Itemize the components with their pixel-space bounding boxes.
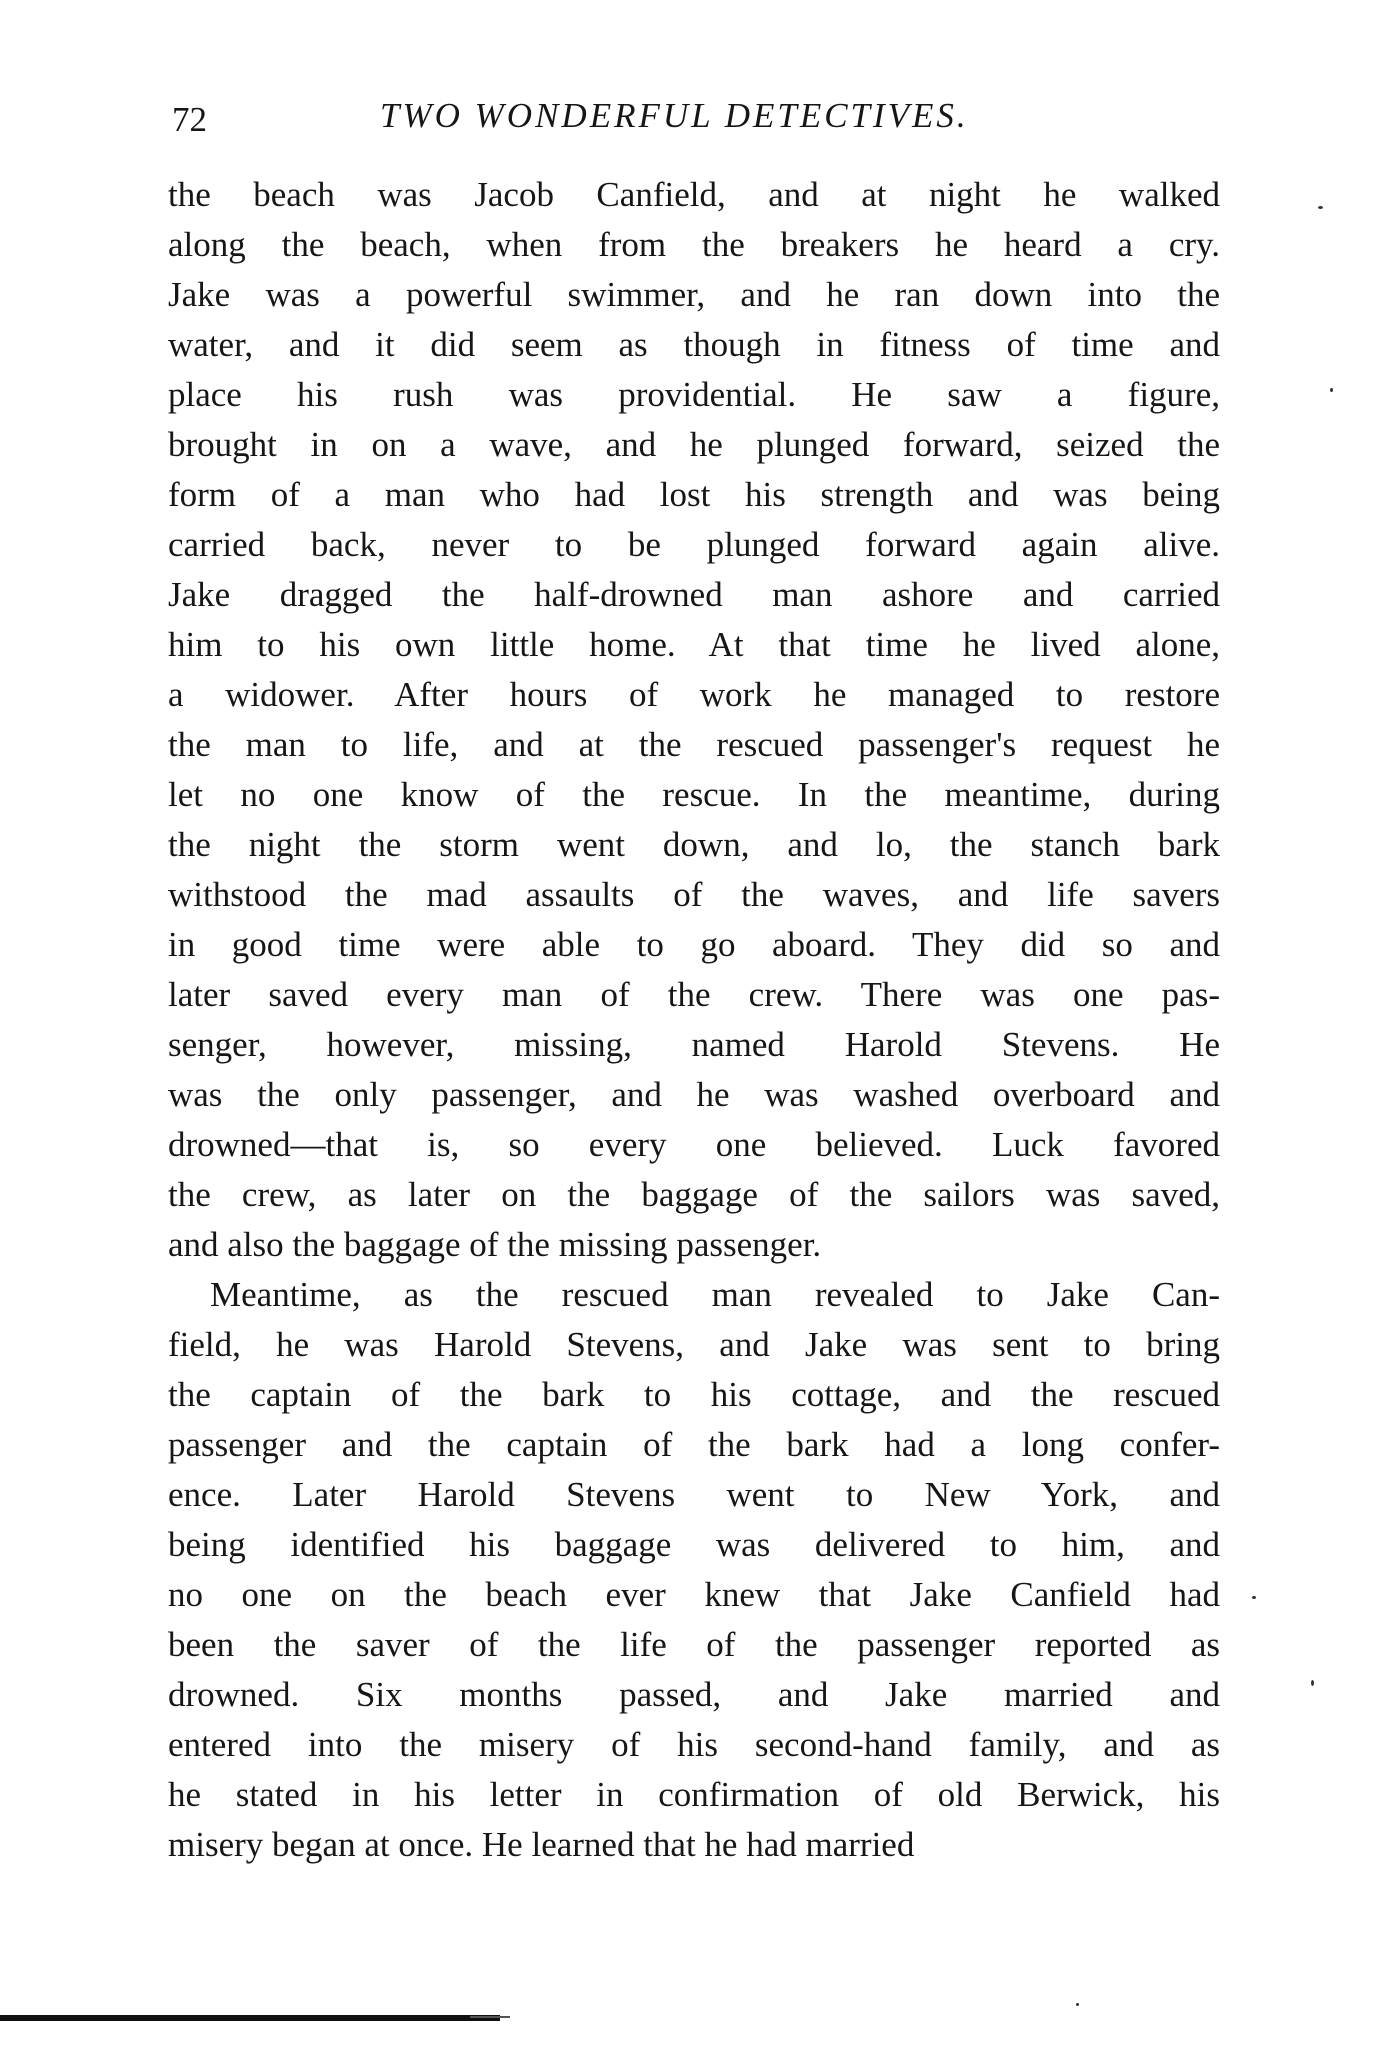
body-text [168,170,1220,1870]
text-line: him to his own little home. At that time he lived alone, [168,625,1220,664]
text-line: ence. Later Harold Stevens went to New York, and [168,1475,1220,1514]
text-line: the man to life, and at the rescued passenger's request he [168,725,1220,764]
text-line: and also the baggage of the missing passenger. [168,1225,822,1264]
text-line: the beach was Jacob Canfield, and at night he walked [168,175,1220,214]
ink-speck [1318,206,1323,209]
text-line: along the beach, when from the breakers he heard a cry. [168,225,1220,264]
ink-speck [1252,1596,1256,1599]
text-line: later saved every man of the crew. There was one pas- [168,975,1220,1014]
bottom-rule [0,2015,500,2021]
text-line: water, and it did seem as though in fitness of time and [168,325,1220,364]
text-line: let no one know of the rescue. In the meantime, during [168,775,1220,814]
text-line: Jake was a powerful swimmer, and he ran down into the [168,275,1220,314]
ink-speck [1311,1680,1314,1686]
text-line: drowned. Six months passed, and Jake married and [168,1675,1220,1714]
text-line: being identified his baggage was delivered to him, and [168,1525,1220,1564]
text-line: place his rush was providential. He saw a figure, [168,375,1220,414]
text-line: withstood the mad assaults of the waves, and life savers [168,875,1220,914]
text-line: was the only passenger, and he was washed overboard and [168,1075,1220,1114]
text-line: form of a man who had lost his strength and was being [168,475,1220,514]
text-line: carried back, never to be plunged forward again alive. [168,525,1220,564]
running-head [172,96,1222,146]
text-line: the captain of the bark to his cottage, and the rescued [168,1375,1220,1414]
text-line: entered into the misery of his second-hand family, and as [168,1725,1220,1764]
text-line: been the saver of the life of the passenger reported as [168,1625,1220,1664]
bottom-rule-tail [470,2016,510,2018]
text-line: in good time were able to go aboard. They did so and [168,925,1220,964]
text-line: misery began at once. He learned that he had married [168,1825,915,1864]
text-line: field, he was Harold Stevens, and Jake was sent to bring [168,1325,1220,1364]
ink-speck [1076,2003,1079,2006]
text-line: senger, however, missing, named Harold Stevens. He [168,1025,1220,1064]
ink-speck [1330,388,1333,392]
text-line: a widower. After hours of work he managed to restore [168,675,1220,714]
page-number: 72 [172,100,207,139]
text-line: the night the storm went down, and lo, the stanch bark [168,825,1220,864]
text-line: the crew, as later on the baggage of the sailors was saved, [168,1175,1220,1214]
running-title: TWO WONDERFUL DETECTIVES. [380,96,969,135]
paragraph-1 [168,170,1220,1270]
text-line: he stated in his letter in confirmation of old Berwick, his [168,1775,1220,1814]
text-line: passenger and the captain of the bark had a long confer- [168,1425,1220,1464]
text-line: brought in on a wave, and he plunged forward, seized the [168,425,1220,464]
paragraph-2 [168,1270,1220,1870]
text-line: no one on the beach ever knew that Jake Canfield had [168,1575,1220,1614]
text-line: Meantime, as the rescued man revealed to Jake Can- [210,1275,1220,1314]
text-line: Jake dragged the half-drowned man ashore and carried [168,575,1220,614]
text-line: drowned—that is, so every one believed. Luck favored [168,1125,1220,1164]
